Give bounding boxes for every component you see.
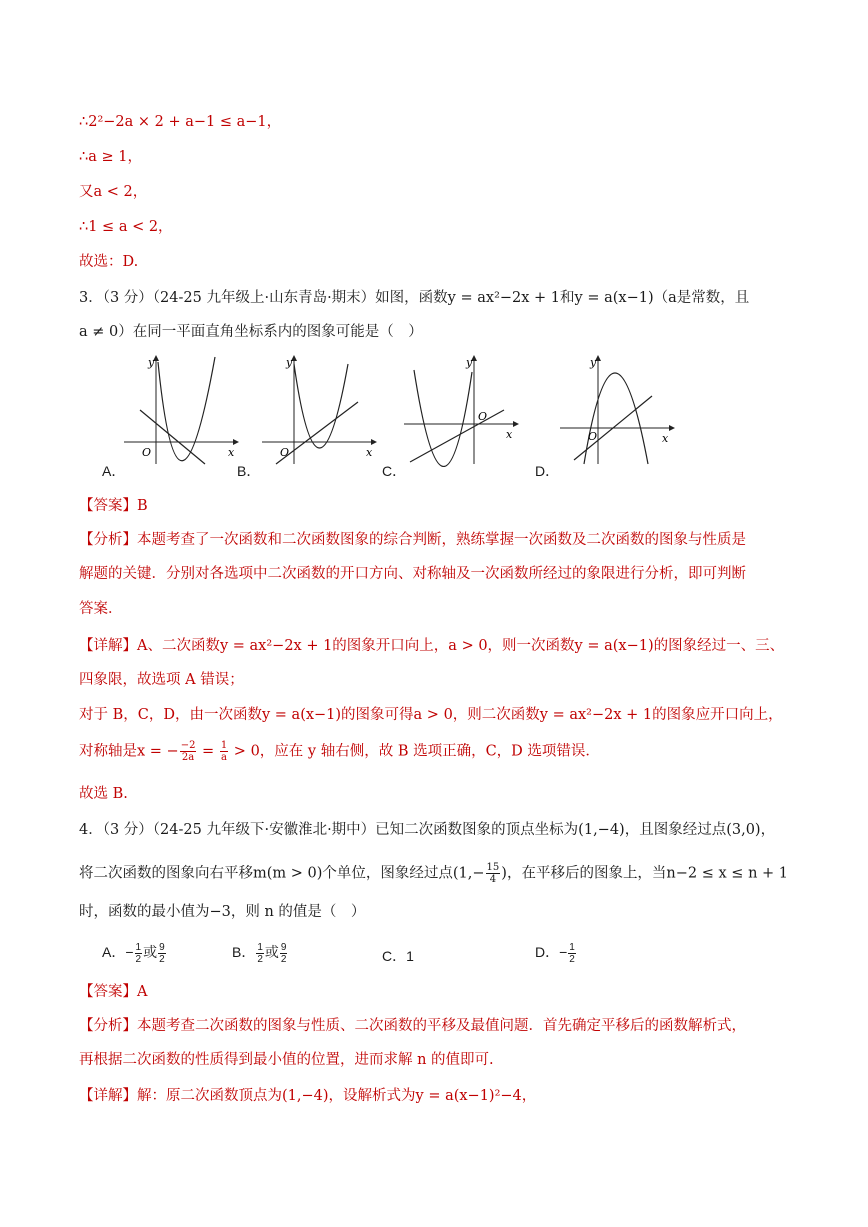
detail-text: 【详解】A、二次函数y = ax²−2x + 1的图象开口向上，a > 0，则一次函数y = a(x−1)的图象经过一、三、 <box>79 638 785 654</box>
origin-label: O <box>588 430 598 443</box>
analysis-text: 【分析】本题考查了一次函数和二次函数图象的综合判断，熟练掌握一次函数及二次函数的图象与性质是 <box>79 532 746 548</box>
detail-text: 【详解】解：原二次函数顶点为(1,−4)，设解析式为y = a(x−1)²−4， <box>79 1088 537 1104</box>
option-c-label: C． <box>382 463 407 479</box>
option-a-text: A．− $\frac{1}{2}$ 或 $\frac{9}{2}$ <box>102 942 165 965</box>
x-axis-label: x <box>506 428 513 441</box>
graph-option-b <box>258 352 388 467</box>
question-4-stem: 时，函数的最小值为−3，则 n 的值是（ ） <box>79 904 366 920</box>
option-d-label: D． <box>535 463 560 479</box>
origin-label: O <box>280 446 290 459</box>
solution-line: 又a < 2， <box>79 184 148 200</box>
analysis-text: 【分析】本题考查二次函数的图象与性质、二次函数的平移及最值问题．首先确定平移后的函数解析式， <box>79 1018 746 1034</box>
solution-line: ∴a ≥ 1， <box>79 149 142 165</box>
option-b-text: B． $\frac{1}{2}$ 或 $\frac{9}{2}$ <box>232 942 287 965</box>
question-4-stem: 4．（3 分）（24-25 九年级下·安徽淮北·期中）已知二次函数图象的顶点坐标为(1,−4)，且图象经过点(3,0)， <box>79 822 776 838</box>
question-3-stem: 3．（3 分）（24-25 九年级上·山东青岛·期末）如图，函数y = ax²−2x + 1和y = a(x−1)（a是常数，且 <box>79 290 750 306</box>
question-3-stem: a ≠ 0）在同一平面直角坐标系内的图象可能是（ ） <box>79 324 423 340</box>
option-b-label: B． <box>237 463 261 479</box>
solution-line: ∴1 ≤ a < 2， <box>79 219 173 235</box>
y-axis-label: y <box>148 356 155 369</box>
detail-text: 四象限，故选项 A 错误； <box>79 672 244 688</box>
option-d-text: D．− $\frac{1}{2}$ <box>535 942 575 965</box>
origin-label: O <box>142 446 152 459</box>
answer-label: 【答案】B <box>79 498 148 514</box>
option-c-text: C．1 <box>382 948 414 964</box>
detail-text: 对称轴是x = − $\frac{-2}{2a}$ = $\frac{1}{a}$ > 0，应在 y 轴右侧，故 B 选项正确，C，D 选项错误． <box>79 740 600 763</box>
y-axis-label: y <box>466 356 473 369</box>
analysis-text: 答案． <box>79 601 123 617</box>
graph-option-c <box>400 352 530 467</box>
x-axis-label: x <box>662 432 669 445</box>
analysis-text: 再根据二次函数的性质得到最小值的位置，进而求解 n 的值即可. <box>79 1052 494 1068</box>
x-axis-label: x <box>228 446 235 459</box>
graph-option-d <box>556 352 686 467</box>
detail-text: 故选 B. <box>79 786 128 802</box>
solution-line: 故选：D. <box>79 254 139 270</box>
solution-line: ∴2²−2a × 2 + a−1 ≤ a−1， <box>79 114 282 130</box>
answer-label: 【答案】A <box>79 984 148 1000</box>
graph-option-a <box>120 352 250 467</box>
y-axis-label: y <box>286 356 293 369</box>
detail-text: 对于 B，C，D，由一次函数y = a(x−1)的图象可得a > 0，则二次函数y = ax²−2x + 1的图象应开口向上， <box>79 707 783 723</box>
option-a-label: A． <box>102 463 126 479</box>
question-4-stem: 将二次函数的图象向右平移m(m > 0)个单位，图象经过点(1,− $\frac{15}{4}$ )，在平移后的图象上，当n−2 ≤ x ≤ n + 1 <box>79 862 788 885</box>
analysis-text: 解题的关键．分别对各选项中二次函数的开口方向、对称轴及一次函数所经过的象限进行分析，即可判断 <box>79 566 746 582</box>
y-axis-label: y <box>590 356 597 369</box>
x-axis-label: x <box>366 446 373 459</box>
origin-label: O <box>478 410 488 423</box>
